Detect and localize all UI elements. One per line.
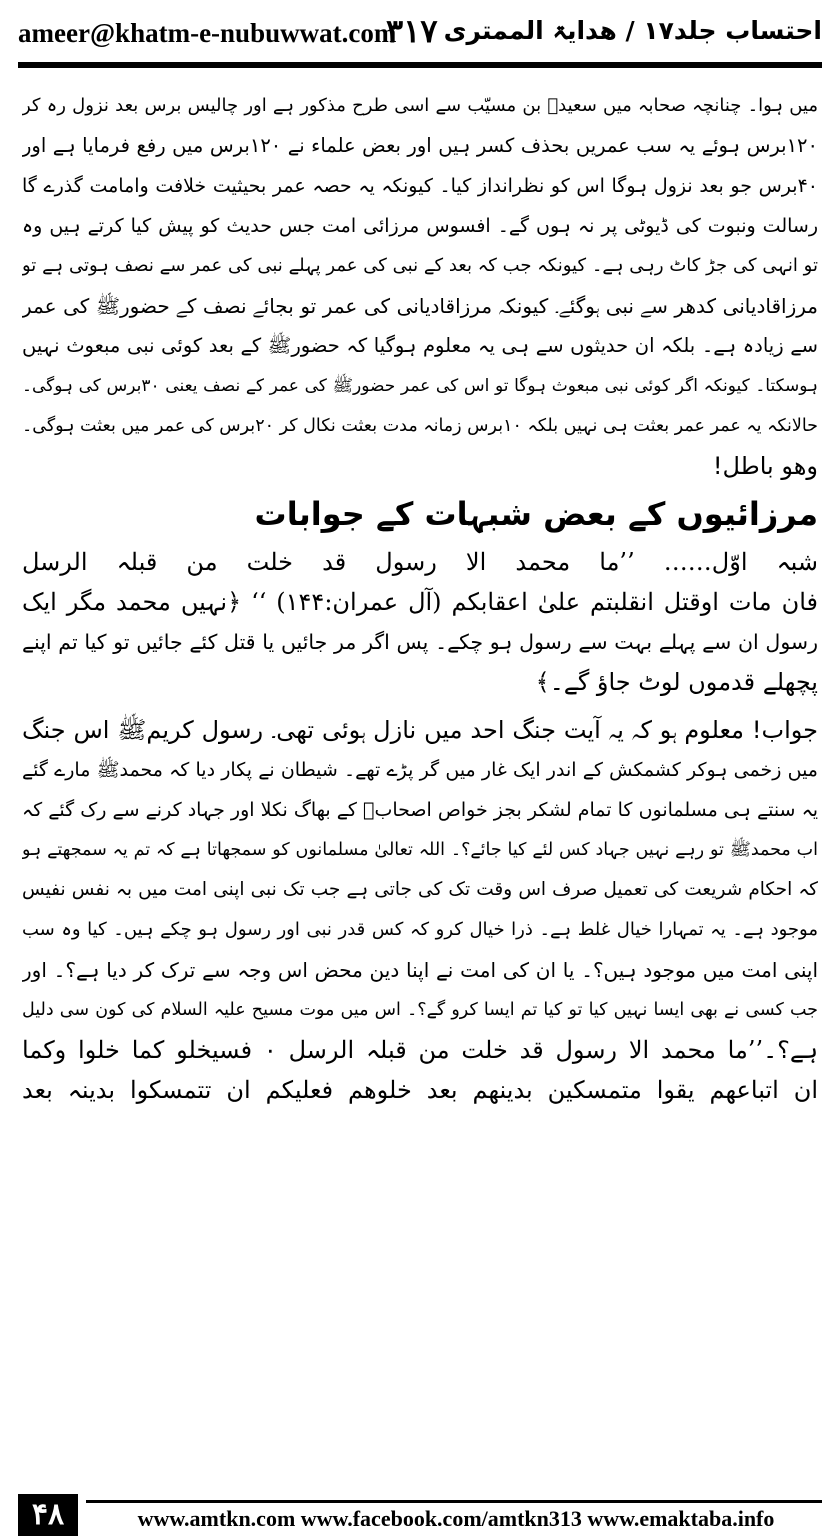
- text-line: سے زیادہ ہے۔ بلکہ ان حدیثوں سے ہی یہ معلوم ہوگیا کہ حضورﷺ کے بعد کوئی نبی مبعوث نہیں: [22, 334, 818, 357]
- text-line: اب محمدﷺ تو رہے نہیں جہاد کس لئے کیا جائے؟۔ اللہ تعالیٰ مسلمانوں کو سمجھاتا ہے کہ تم یہ سمجھتے ہو: [22, 840, 818, 860]
- text-line: یہ سنتے ہی مسلمانوں کا تمام لشکر بجز خواص اصحابؓ کے بھاگ نکلا اور جہاد کرنے سے رک گئے کہ: [22, 799, 818, 821]
- text-line: ہے؟۔’’ما محمد الا رسول قد خلت من قبلہ الرسل ۰ فسیخلو کما خلوا وکما: [22, 1036, 818, 1064]
- text-line: ۴۰برس جو بعد نزول ہوگا اس کو نظرانداز کیا۔ کیونکہ یہ حصہ عمر بحیثیت خلافت وامامت گذرے گا: [22, 175, 818, 197]
- text-line: ۱۲۰برس ہوئے یہ سب عمریں بحذف کسر ہیں اور بعض علماء نے ۱۲۰برس میں رفع فرمایا ہے اور: [22, 134, 818, 157]
- text-line: شبہ اوّل…… ’’ما محمد الا رسول قد خلت من قبلہ الرسل: [22, 548, 818, 576]
- text-line: وھو باطل!: [712, 452, 818, 480]
- footer-page-number: ۴۸: [18, 1494, 78, 1536]
- text-line: اپنی امت میں موجود ہیں؟۔ یا ان کی امت نے اپنا دین محض اس وجہ سے ترک کر دیا ہے؟۔ اور: [22, 958, 818, 982]
- page-header: [18, 10, 822, 56]
- text-line: حالانکہ یہ عمر عمر بعثت ہی نہیں بلکہ ۱۰برس زمانہ مدت بعثت نکال کر ۲۰برس کی عمر میں بعثت ہوگی۔: [22, 416, 818, 436]
- text-line: میں زخمی ہوکر کشمکش کے اندر ایک غار میں گر پڑے تھے۔ شیطان نے پکار دیا کہ محمدﷺ مارے گئے: [22, 759, 818, 781]
- text-line: رسالت ونبوت کی ڈیوٹی پر نہ ہوں گے۔ افسوس مرزائی امت جس حدیث کو پیش کیا کرتے ہیں وہ: [22, 215, 818, 237]
- page-body: [22, 86, 818, 1110]
- text-line: ہوسکتا۔ کیونکہ اگر کوئی نبی مبعوث ہوگا تو اس کی عمر حضورﷺ کی عمر کے نصف یعنی ۳۰برس کی ہوگی۔: [22, 376, 818, 396]
- text-line: جواب! معلوم ہو کہ یہ آیت جنگ احد میں نازل ہوئی تھی۔ رسول کریمﷺ اس جنگ: [22, 716, 818, 744]
- header-book-title: احتساب جلد۱۷ / ھدایۃ الممتری: [443, 16, 822, 45]
- header-email: ameer@khatm-e-nubuwwat.com: [18, 18, 397, 48]
- paragraph-gap: [22, 702, 818, 710]
- text-line: فان مات اوقتل انقلبتم علیٰ اعقابکم (آل عمران:۱۴۴) ‘‘ ﴿نہیں محمد مگر ایک: [22, 588, 818, 616]
- section-heading: مرزائیوں کے بعض شبہات کے جوابات: [254, 495, 818, 533]
- text-line: پچھلے قدموں لوٹ جاؤ گے۔﴾: [535, 668, 818, 696]
- header-divider: [18, 62, 822, 68]
- text-line: کہ احکام شریعت کی تعمیل صرف اس وقت تک کی جاتی ہے جب تک نبی اپنی امت میں بہ نفس نفیس: [22, 879, 818, 900]
- text-line: مرزاقادیانی کدھر سے نبی ہوگئے۔ کیونکہ مرزاقادیانی کی عمر تو بجائے نصف کے حضورﷺ کی عمر: [22, 294, 818, 318]
- header-page-number: ۳۱۷: [386, 12, 438, 50]
- text-line: ان اتباعھم یقوا متمسکین بدینھم بعد خلوھم فعلیکم ان تتمسکوا بدینہ بعد: [22, 1076, 818, 1104]
- text-line: میں ہوا۔ چنانچہ صحابہ میں سعیدؓ بن مسیّب سے اسی طرح مذکور ہے اور چالیس برس بعد نزول رہ کر: [22, 95, 818, 116]
- footer-links: www.amtkn.com www.facebook.com/amtkn313 www.emaktaba.info: [137, 1506, 775, 1531]
- page-footer: [18, 1494, 822, 1536]
- text-line: تو انہی کی جڑ کاٹ رہی ہے۔ کیونکہ جب کہ بعد کے نبی کی عمر پہلے نبی کی عمر سے نصف ہوتی ہے تو: [22, 255, 818, 276]
- footer-divider: [86, 1500, 822, 1503]
- text-line: رسول ان سے پہلے بہت سے رسول ہو چکے۔ پس اگر مر جائیں یا قتل کئے جائیں تو کیا تم اپنے: [22, 630, 818, 654]
- text-line: جب کسی نے بھی ایسا نہیں کیا تو کیا تم ایسا کرو گے؟۔ اس میں موت مسیح علیہ السلام کی کون سی دلیل: [22, 1000, 818, 1020]
- text-line: موجود ہے۔ یہ تمہارا خیال غلط ہے۔ ذرا خیال کرو کہ کس قدر نبی اور رسول ہو چکے ہیں۔ کیا وہ سب: [22, 919, 818, 940]
